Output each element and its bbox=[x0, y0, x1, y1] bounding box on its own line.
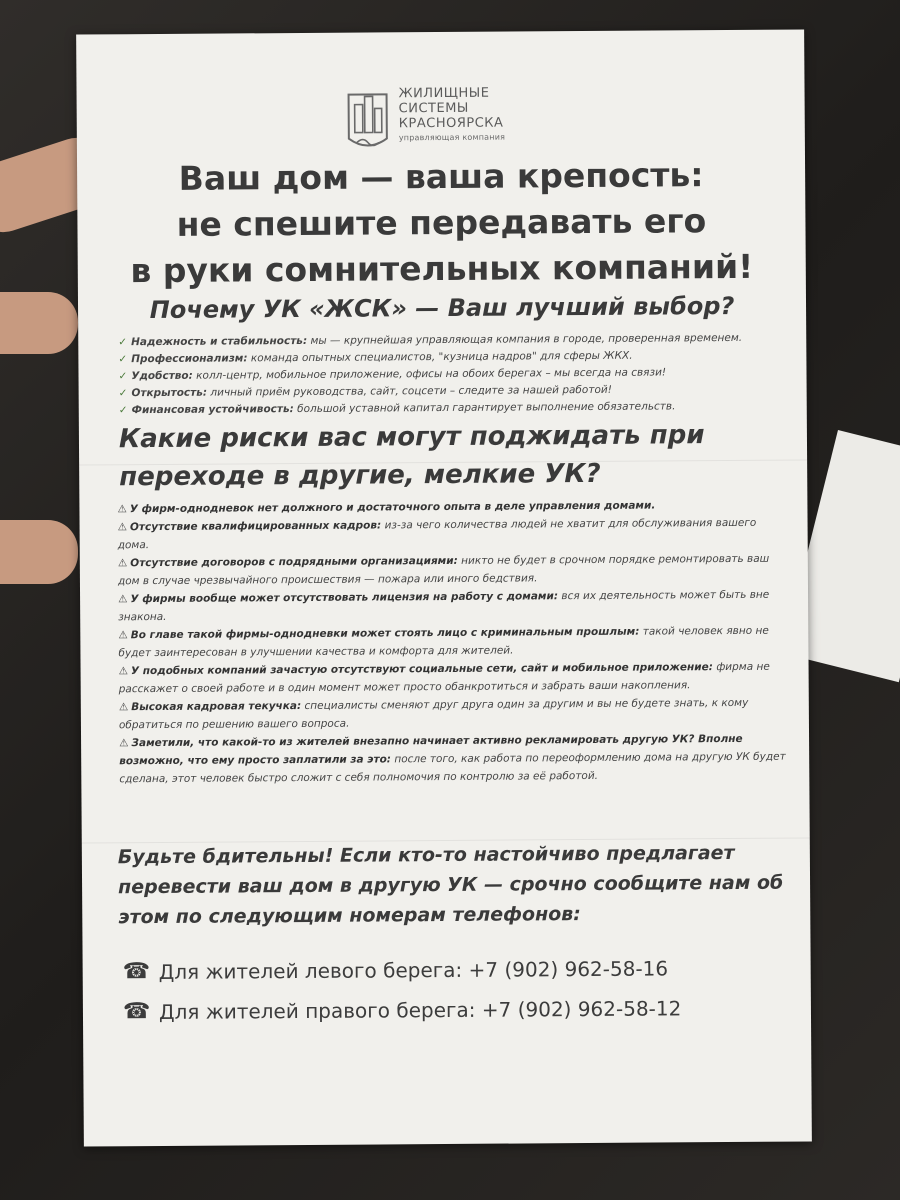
phone-text: Для жителей правого берега: +7 (902) 962-58-12 bbox=[158, 995, 682, 1024]
vigilance-notice: Будьте бдительны! Если кто-то настойчиво предлагает перевести ваш дом в другую УК — срочно сообщите нам об этом по следующим номерам телефонов: bbox=[117, 841, 784, 929]
warning-icon: ⚠ bbox=[118, 701, 129, 714]
risk-text: никто не будет в срочном порядке ремонтировать ваш дом в случае чрезвычайного происшествия — пожара или иного бедствия. bbox=[117, 552, 770, 588]
phone-text: Для жителей левого берега: +7 (902) 962-58-16 bbox=[158, 955, 669, 984]
advantage-label: Надежность и стабильность: bbox=[131, 334, 308, 349]
risk-label: У подобных компаний зачастую отсутствуют социальные сети, сайт и мобильное приложение: bbox=[130, 661, 714, 678]
risk-text: фирма не расскажет о своей работе и в один момент может просто обанкротиться и забрать ваши накопления. bbox=[118, 660, 770, 696]
advantage-label: Профессионализм: bbox=[131, 352, 248, 366]
risk-item bbox=[118, 622, 788, 663]
risk-label: Во главе такой фирмы-однодневки может стоять лицо с криминальным прошлым: bbox=[130, 625, 640, 642]
risks-heading-line: переходе в другие, мелкие УК? bbox=[119, 458, 601, 493]
risk-label: Заметили, что какой-то из жителей внезапно начинает активно рекламировать другую УК? Вполне возможно, что ему просто заплатили за это: bbox=[119, 732, 743, 768]
advantage-label: Удобство: bbox=[131, 369, 193, 383]
risk-label: Отсутствие квалифицированных кадров: bbox=[129, 519, 382, 534]
company-logo bbox=[344, 86, 505, 157]
warning-icon: ⚠ bbox=[118, 593, 128, 606]
phone-icon: ☎ bbox=[122, 959, 151, 985]
warning-icon: ⚠ bbox=[117, 521, 128, 534]
risk-label: У фирмы вообще может отсутствовать лицензия на работу с домами: bbox=[130, 590, 559, 606]
logo-line: КРАСНОЯРСКА bbox=[398, 115, 504, 132]
advantage-text: мы — крупнейшая управляющая компания в городе, проверенная временем. bbox=[307, 331, 743, 347]
warning-icon: ⚠ bbox=[118, 629, 128, 642]
risk-item bbox=[119, 658, 789, 699]
checkmark-icon: ✓ bbox=[118, 353, 128, 366]
logo-line: ЖИЛИЩНЫЕ bbox=[398, 85, 490, 102]
leaflet bbox=[76, 29, 812, 1146]
phone-left-bank bbox=[123, 955, 669, 984]
warning-icon: ⚠ bbox=[119, 737, 129, 750]
risks-list bbox=[117, 496, 789, 789]
advantage-text: личный приём руководства, сайт, соцсети – следите за нашей работой! bbox=[207, 383, 612, 399]
building-logo-icon bbox=[344, 86, 390, 156]
risk-item bbox=[118, 586, 788, 627]
phone-icon: ☎ bbox=[122, 999, 151, 1025]
advantages-list bbox=[118, 330, 787, 420]
advantage-text: большой уставной капитал гарантирует выполнение обязательств. bbox=[293, 400, 676, 416]
main-headline bbox=[77, 151, 806, 294]
risk-item bbox=[118, 550, 788, 591]
checkmark-icon: ✓ bbox=[118, 387, 128, 400]
checkmark-icon: ✓ bbox=[118, 370, 128, 383]
headline-line: Ваш дом — ваша крепость: bbox=[178, 155, 704, 198]
finger-lower bbox=[0, 520, 78, 584]
advantage-text: колл-центр, мобильное приложение, офисы на обоих берегах – мы всегда на связи! bbox=[192, 366, 667, 382]
risk-text: вся их деятельность может быть вне знакона. bbox=[118, 588, 770, 624]
risk-item bbox=[118, 514, 788, 555]
advantage-label: Финансовая устойчивость: bbox=[131, 403, 294, 417]
risk-text: из-за чего количества людей не хватит для обслуживания вашего дома. bbox=[117, 516, 757, 552]
finger-middle bbox=[0, 292, 78, 354]
why-heading: Почему УК «ЖСК» — Ваш лучший выбор? bbox=[149, 291, 735, 325]
risks-heading bbox=[119, 416, 788, 497]
risk-label: Отсутствие договоров с подрядными организациями: bbox=[130, 554, 458, 570]
risk-text: специалисты сменяют друг друга один за другим и вы не будете знать, к кому обратиться по решению вашего вопроса. bbox=[118, 696, 749, 732]
advantage-text: команда опытных специалистов, "кузница надров" для сферы ЖКХ. bbox=[247, 349, 633, 365]
logo-subtitle: управляющая компания bbox=[398, 132, 506, 143]
checkmark-icon: ✓ bbox=[118, 336, 128, 349]
checkmark-icon: ✓ bbox=[118, 404, 128, 417]
phone-right-bank bbox=[123, 995, 682, 1024]
risk-label: У фирм-однодневок нет должного и достаточного опыта в деле управления домами. bbox=[129, 499, 656, 516]
risk-text: такой человек явно не будет заинтересован в улучшении качества и комфорта для жителей. bbox=[118, 624, 769, 660]
risk-label: Высокая кадровая текучка: bbox=[131, 700, 302, 714]
warning-icon: ⚠ bbox=[118, 665, 129, 678]
logo-line: СИСТЕМЫ bbox=[398, 100, 469, 117]
headline-line: не спешите передавать его bbox=[176, 201, 707, 244]
risk-text: после того, как работа по переоформлению дома на другую УК будет сделана, этот человек быстро сложит с себя полномочия по контролю за её работой. bbox=[119, 750, 786, 786]
risk-item bbox=[119, 730, 789, 789]
warning-icon: ⚠ bbox=[117, 557, 128, 570]
warning-icon: ⚠ bbox=[117, 503, 127, 516]
headline-line: в руки сомнительных компаний! bbox=[130, 246, 754, 291]
advantage-label: Открытость: bbox=[131, 386, 208, 400]
risks-heading-line: Какие риски вас могут поджидать при bbox=[118, 420, 705, 455]
risk-item bbox=[119, 694, 789, 735]
